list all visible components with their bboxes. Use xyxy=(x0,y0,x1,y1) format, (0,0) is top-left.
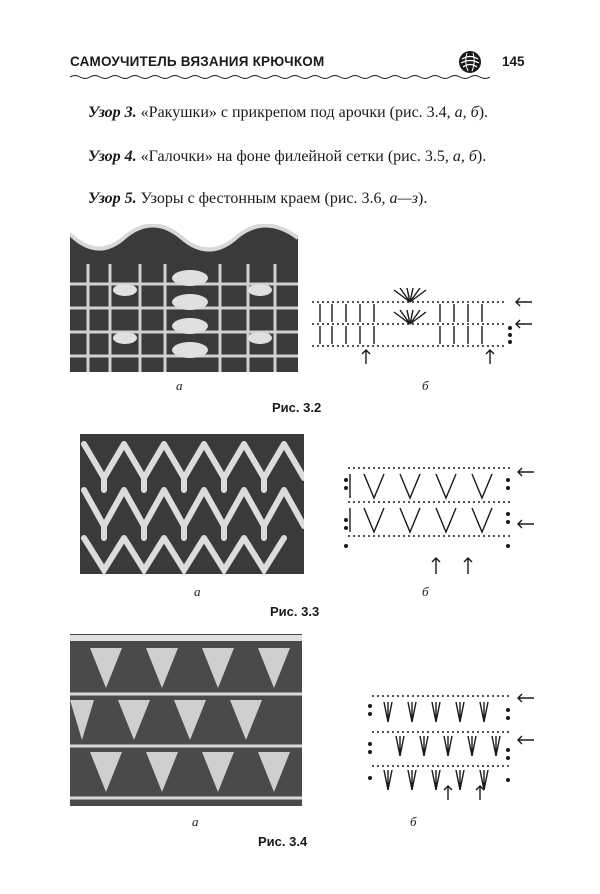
fig-3-2-label-b: б xyxy=(422,378,429,393)
pattern-3-text: Узор 3. «Ракушки» с прикрепом под арочки (рис. 3.4, а, б). xyxy=(88,104,489,121)
fig-3-3-label-a: а xyxy=(194,584,201,599)
header-rule xyxy=(70,74,490,80)
pattern-4-text: Узор 4. «Галочки» на фоне филейной сетки (рис. 3.5, а, б). xyxy=(88,148,487,165)
page-number: 145 xyxy=(502,54,525,69)
fig-3-4-photo xyxy=(70,634,302,806)
fig-3-4-label-a: а xyxy=(192,814,199,829)
fig-3-3-photo xyxy=(70,434,304,574)
fig-3-3-caption: Рис. 3.3 xyxy=(270,604,320,619)
fig-3-4-diagram xyxy=(364,690,536,802)
pattern-5-text: Узор 5. Узоры с фестонным краем (рис. 3.6, а—з). xyxy=(88,190,428,207)
fig-3-2-caption: Рис. 3.2 xyxy=(272,400,322,415)
yarn-ball-icon xyxy=(458,50,482,74)
fig-3-2-diagram xyxy=(310,288,536,368)
fig-3-4-caption: Рис. 3.4 xyxy=(258,834,308,849)
fig-3-2-label-a: а xyxy=(176,378,183,393)
fig-3-3-diagram xyxy=(340,462,536,576)
fig-3-3-label-b: б xyxy=(422,584,429,599)
page-header xyxy=(70,50,532,80)
fig-3-4-label-b: б xyxy=(410,814,417,829)
fig-3-2-photo xyxy=(70,224,298,372)
running-title: САМОУЧИТЕЛЬ ВЯЗАНИЯ КРЮЧКОМ xyxy=(70,54,325,69)
